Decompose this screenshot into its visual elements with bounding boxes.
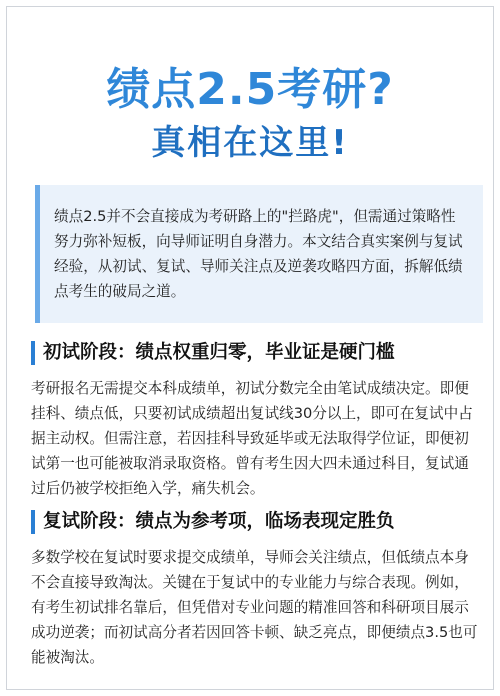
headline-line1: 绩点2.5考研?	[106, 64, 394, 115]
article-card	[6, 6, 494, 690]
section-title-preliminary: 初试阶段：绩点权重归零，毕业证是硬门槛	[31, 341, 395, 365]
section-title-retest: 复试阶段：绩点为参考项，临场表现定胜负	[31, 510, 395, 534]
intro-text: 绩点2.5并不会直接成为考研路上的"拦路虎"，但需通过策略性努力弥补短板，向导师证明自身潜力。本文结合真实案例与复试经验，从初试、复试、导师关注点及逆袭攻略四方面，拆解低绩点考生的破局之道。	[54, 208, 463, 300]
intro-box	[35, 185, 483, 323]
section-body-preliminary: 考研报名无需提交本科成绩单，初试分数完全由笔试成绩决定。即便挂科、绩点低，只要初试成绩超出复试线30分以上，即可在复试中占据主动权。但需注意，若因挂科导致延毕或无法取得学位证，即便初试第一也可能被取消录取资格。曾有考生因大四未通过科目，复试通过后仍被学校拒绝入学，痛失机会。	[31, 380, 473, 497]
headline-line2: 真相在这里!	[151, 123, 349, 163]
section-body-retest: 多数学校在复试时要求提交成绩单，导师会关注绩点，但低绩点本身不会直接导致淘汰。关键在于复试中的专业能力与综合表现。例如，有考生初试排名靠后，但凭借对专业问题的精准回答和科研项目展示成功逆袭；而初试高分者若因回答卡顿、缺乏亮点，即便绩点3.5也可能被淘汰。	[31, 549, 478, 666]
